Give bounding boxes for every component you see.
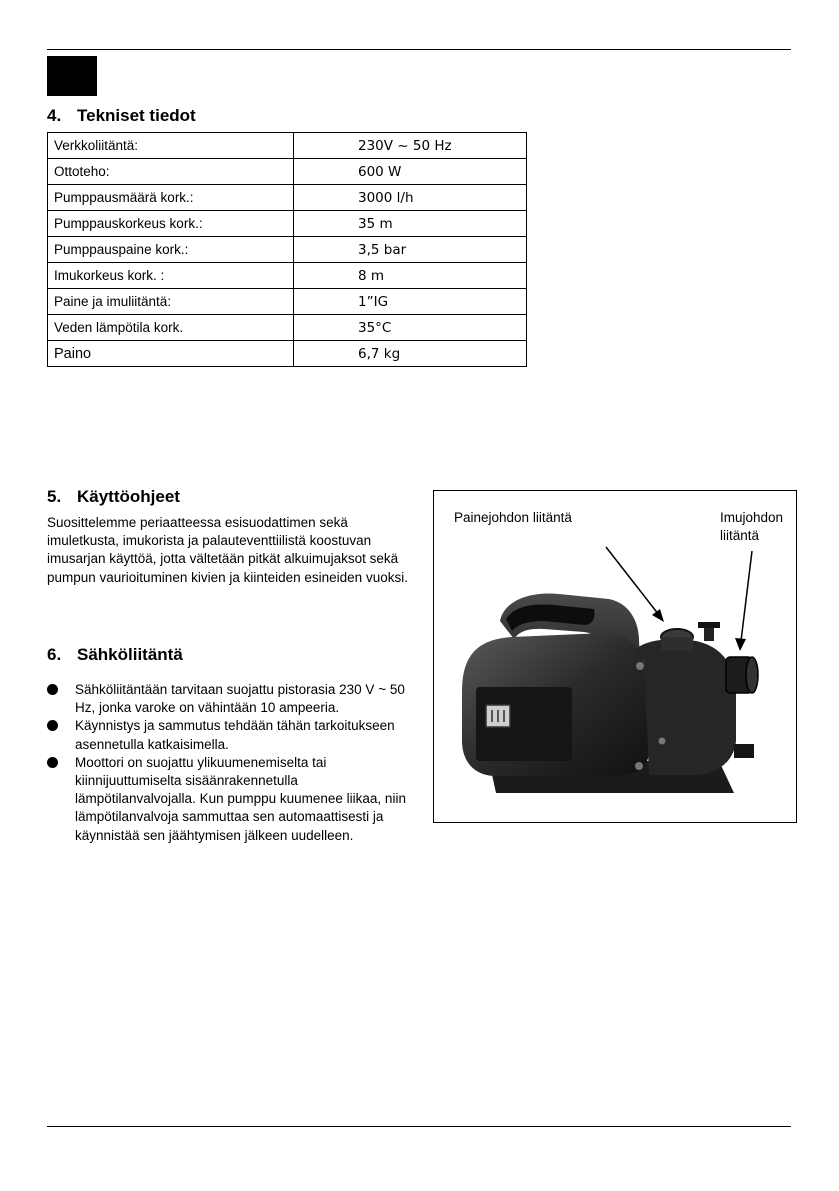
spec-label: Pumppausmäärä kork.:: [48, 185, 294, 211]
technical-data-table: [47, 132, 527, 367]
footer-rule: [47, 1126, 791, 1127]
spec-label: Verkkoliitäntä:: [48, 133, 294, 159]
pump-head: [634, 639, 736, 775]
spec-value: 6,7 kg: [294, 341, 527, 367]
bullet-icon: [47, 684, 58, 695]
list-item: [47, 754, 417, 845]
table-row: [48, 315, 527, 341]
section-title: Sähköliitäntä: [77, 645, 183, 664]
section-title: Käyttöohjeet: [77, 487, 180, 506]
section-number: 6.: [47, 645, 62, 664]
spec-value: 1”IG: [294, 289, 527, 315]
bullet-icon: [47, 720, 58, 731]
table-row: [48, 341, 527, 367]
list-item: [47, 681, 417, 717]
spec-label: Pumppauskorkeus kork.:: [48, 211, 294, 237]
bullet-icon: [47, 757, 58, 768]
section-4-heading: [47, 106, 196, 126]
table-row: [48, 159, 527, 185]
table-row: [48, 211, 527, 237]
suction-connection-label: Imujohdon liitäntä: [720, 510, 784, 543]
spec-value: 3000 l/h: [294, 185, 527, 211]
spec-value: 3,5 bar: [294, 237, 527, 263]
section-title: Tekniset tiedot: [77, 106, 196, 125]
spec-value: 35 m: [294, 211, 527, 237]
spec-label: Pumppauspaine kork.:: [48, 237, 294, 263]
section-5-heading: [47, 487, 180, 507]
table-row: [48, 289, 527, 315]
drain-plug: [734, 744, 754, 758]
pump-figure: [433, 490, 797, 823]
section-number: 4.: [47, 106, 62, 125]
header-rule: [47, 49, 791, 50]
table-row: [48, 185, 527, 211]
spec-label: Paine ja imuliitäntä:: [48, 289, 294, 315]
spec-label: Ottoteho:: [48, 159, 294, 185]
table-row: [48, 133, 527, 159]
section-number: 5.: [47, 487, 62, 506]
spec-value: 600 W: [294, 159, 527, 185]
spec-value: 8 m: [294, 263, 527, 289]
list-item-text: Sähköliitäntään tarvitaan suojattu pistorasia 230 V ~ 50 Hz, jonka varoke on vähintään 10 ampeeria.: [75, 682, 405, 716]
section-6-heading: [47, 645, 183, 665]
spec-value: 230V ~ 50 Hz: [294, 133, 527, 159]
table-row: [48, 237, 527, 263]
spec-label: Paino: [48, 341, 294, 367]
table-row: [48, 263, 527, 289]
list-item: [47, 717, 417, 753]
list-item-text: Moottori on suojattu ylikuumenemiselta tai kiinnijuuttumiselta sisäänrakennetulla lämpötilanvalvojalla. Kun pumppu kuumenee liikaa, niin lämpötilanvalvoja sammuttaa sen automaattisesti ja käynnistää sen jäähtymisen jälkeen uudelleen.: [75, 754, 406, 843]
list-item-text: Käynnistys ja sammutus tehdään tähän tarkoitukseen asennetulla katkaisimella.: [75, 718, 395, 752]
spec-label: Imukorkeus kork. :: [48, 263, 294, 289]
spec-value: 35°C: [294, 315, 527, 341]
usage-instructions-text: Suosittelemme periaatteessa esisuodattimen sekä imuletkusta, imukorista ja palauteventtiilistä koostuvan imusarjan käyttöä, jotta vältetään pitkät alkuimujaksot sekä pumpun vaurioituminen kivien ja kiinteiden esineiden vuoksi.: [47, 515, 408, 585]
pressure-connection-label: Painejohdon liitäntä: [454, 510, 572, 525]
spec-label: Veden lämpötila kork.: [48, 315, 294, 341]
electrical-connection-list: [47, 681, 417, 845]
language-tab-marker: [47, 56, 97, 96]
suction-arrow: [741, 551, 752, 641]
